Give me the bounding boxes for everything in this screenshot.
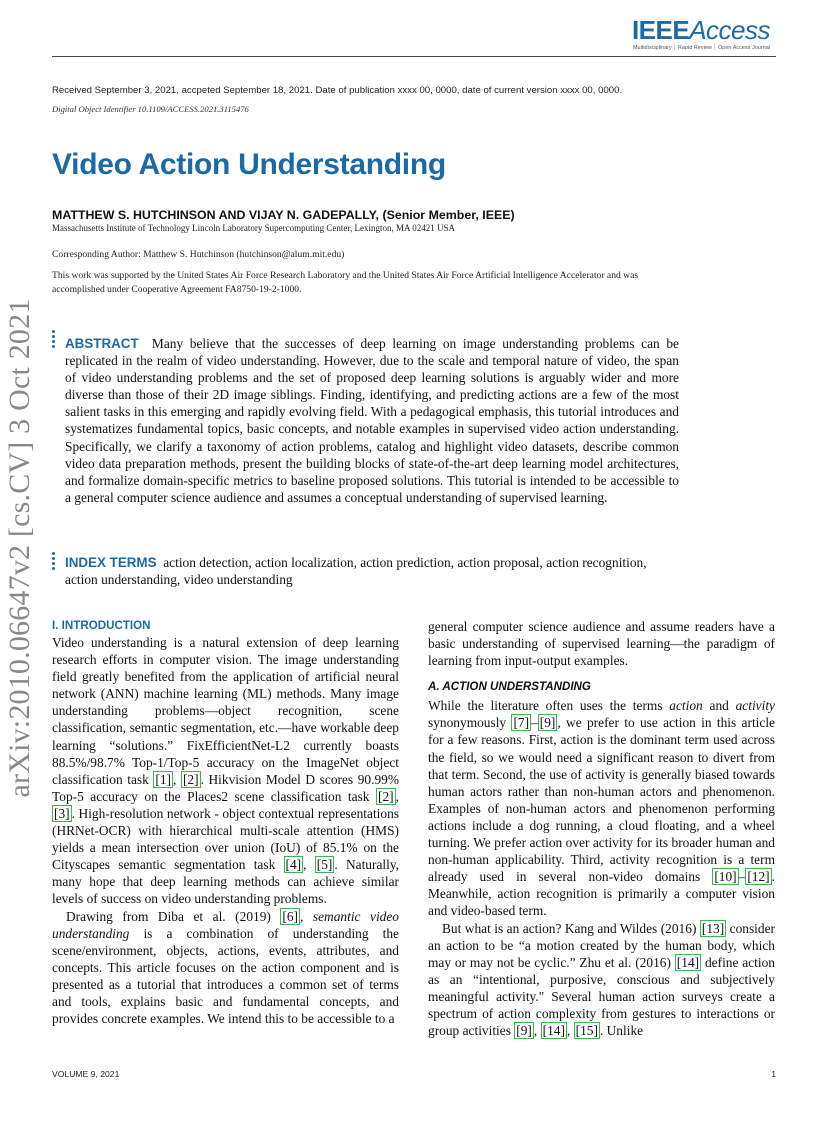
abstract-text: Many believe that the successes of deep learning on image understanding problems can be replicated in the realm of video understanding. However, due to the scale and temporal nature of video, the span of video understanding problems and the set of proposed deep learning solutions is arguably wider and more diverse than those of their 2D image siblings. Finding, identifying, and predicting actions are a few of the most salient tasks in this emerging and rapidly evolving field. With a pedagogical emphasis, this tutorial introduces and systematizes fundamental topics, basic concepts, and notable examples in supervised video action understanding. Specifically, we clarify a taxonomy of action problems, catalog and highlight video datasets, describe common video data preparation methods, present the building blocks of state-of-the-art deep learning model architectures, and formalize domain-specific metrics to baseline proposed solutions. This tutorial is intended to be accessible to a general computer science audience and assumes a conceptual understanding of supervised learning.: [65, 336, 679, 505]
index-terms: [65, 554, 679, 588]
right-column: [428, 618, 775, 1039]
citation-link[interactable]: [14]: [542, 1023, 565, 1039]
intro-paragraph-2: Drawing from Diba et al. (2019) [6] , semantic video understanding is a combination of understanding the scene/environment, objects, actions, events, attributes, and concepts. This article focuses on the action component and is presented as a tutorial that introduces a common set of terms and tools, explains basic and fundamental concepts, and provides concrete examples. We intend this to be accessible to a: [52, 908, 400, 1027]
section-heading: I. INTRODUCTION: [52, 619, 151, 632]
action-paragraph-1: While the literature often uses the terms action and activity synonymously [7] – [9] , we prefer to use action in this article for a few reasons. First, action is the dominant term used across the field, so we would need a significant reason to divert from that term. Second, the use of activity is generally biased towards human actors rather than non-human actors and phenomenon. Examples of non-human actors and phenomenon performing actions include a dog running, a cloud floating, and a wheel turning. We prefer action over activity for its broader human and non-human applicability. Third, activity recognition is a term already used in several non-video domains [10] – [12] . Meanwhile, action recognition is primarily a computer vision and video-based term.: [428, 698, 776, 919]
citation-link[interactable]: [15]: [575, 1023, 598, 1039]
doi: Digital Object Identifier 10.1109/ACCESS.2021.3115476: [52, 104, 249, 114]
action-paragraph-2: But what is an action? Kang and Wildes (2016) [13] consider an action to be “a motion created by the human body, which may or may not be cyclic.” Zhu et al. (2016) [14] define action as an “intentional, purposive, conscious and subjectively meaningful activity." Several human action surveys create a spectrum of action complexity from gestures to interactions or group activities [9] , [14] , [15] . Unlike: [428, 920, 775, 1039]
index-terms-text: action detection, action localization, action prediction, action proposal, action recognition, action understanding, video understanding: [65, 555, 647, 588]
citation-link[interactable]: [14]: [676, 954, 700, 970]
abstract-label: ABSTRACT: [65, 336, 139, 351]
citation-link[interactable]: [13]: [701, 920, 725, 936]
citation-link[interactable]: [9]: [539, 715, 556, 731]
corresponding-author: Corresponding Author: Matthew S. Hutchinson (hutchinson@alum.mit.edu): [52, 249, 345, 260]
citation-link[interactable]: [9]: [516, 1023, 532, 1039]
citation-link[interactable]: [7]: [513, 715, 530, 731]
citation-link[interactable]: [4]: [285, 857, 302, 873]
page-number: 1: [771, 1069, 776, 1079]
abstract: [65, 335, 679, 506]
citation-link[interactable]: [5]: [316, 857, 333, 873]
citation-link[interactable]: [2]: [182, 771, 199, 787]
affiliation: Massachusetts Institute of Technology Lincoln Laboratory Supercomputing Center, Lexington, MA 02421 USA: [52, 223, 456, 233]
paper-title: Video Action Understanding: [52, 148, 446, 181]
citation-link[interactable]: [2]: [378, 788, 394, 804]
header-divider: [52, 56, 776, 57]
left-column: [52, 618, 399, 1027]
abstract-marker: [52, 330, 56, 350]
citation-link[interactable]: [6]: [282, 908, 299, 924]
intro-paragraph-continued: general computer science audience and assume readers have a basic understanding of supervised learning—the paradigm of learning from input-output examples.: [428, 619, 775, 669]
citation-link[interactable]: [12]: [747, 869, 770, 885]
citation-link[interactable]: [10]: [714, 869, 737, 885]
logo-bold: IEEE: [631, 15, 690, 45]
index-terms-marker: [52, 552, 56, 572]
citation-link[interactable]: [3]: [54, 805, 70, 821]
received-dates: Received September 3, 2021, accpeted September 18, 2021. Date of publication xxxx 00, 0000, date of current version xxxx 00, 0000.: [52, 85, 623, 96]
index-terms-label: INDEX TERMS: [65, 555, 157, 570]
arxiv-stamp-text: arXiv:2010.06647v2 [cs.CV] 3 Oct 2021: [3, 298, 36, 798]
intro-paragraph-1: Video understanding is a natural extension of deep learning research efforts in computer vision. The image understanding field greatly benefited from the application of artificial neural network (ANN) machine learning (ML) methods. Many image understanding problems—object recognition, scene classification, semantic segmentation, etc.—have workable deep learning “solutions.” FixEfficientNet-L2 currently boasts 88.5%/98.7% Top-1/Top-5 accuracy on the ImageNet object classification task [1] , [2] . Hikvision Model D scores 90.99% Top-5 accuracy on the Places2 scene classification task [2] , [3] . High-resolution network - object contextual representations (HRNet-OCR) with hierarchical multi-scale attention (HMS) yields a mean intersection over union (IoU) of 85.1% on the Cityscapes semantic segmentation task [4] , [5] . Naturally, many hope that deep learning methods can achieve similar levels of success on video understanding problems.: [52, 635, 400, 907]
authors: MATTHEW S. HUTCHINSON AND VIJAY N. GADEPALLY, (Senior Member, IEEE): [52, 208, 515, 222]
journal-logo: [632, 16, 770, 52]
subsection-heading: A. ACTION UNDERSTANDING: [428, 680, 591, 694]
footer-volume: VOLUME 9, 2021: [52, 1069, 120, 1079]
funding-note: This work was supported by the United States Air Force Research Laboratory and the United States Air Force Artificial Intelligence Accelerator and was accomplished under Cooperative Agreement FA8750-19-2-1000.: [52, 270, 639, 295]
arxiv-stamp: [0, 298, 40, 798]
logo-light: Access: [689, 15, 770, 45]
logo-tagline: Multidisciplinary ⏐ Rapid Review ⏐ Open Access Journal: [632, 45, 770, 51]
citation-link[interactable]: [1]: [155, 771, 171, 787]
